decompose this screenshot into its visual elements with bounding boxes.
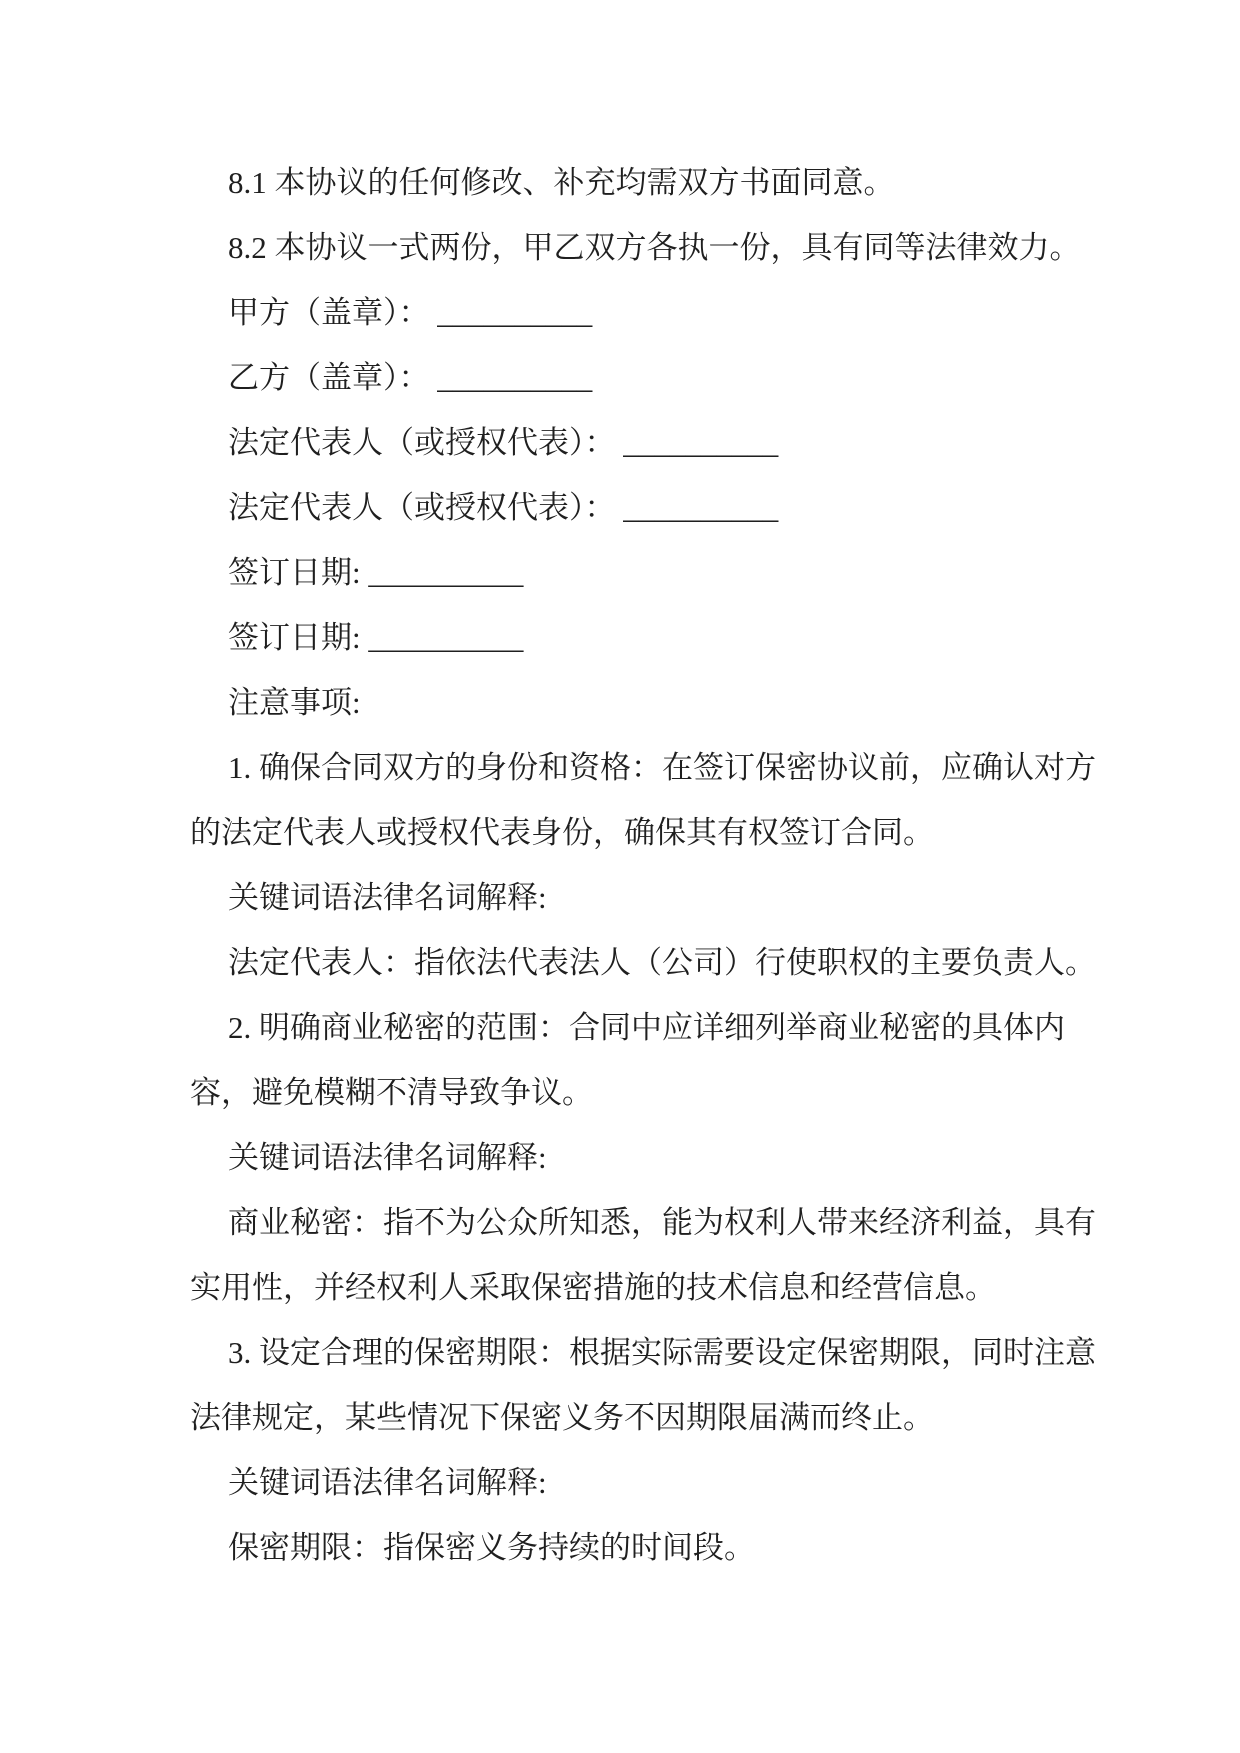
party-a-seal-line: 甲方（盖章）： __________ [228,295,593,330]
signing-date-line-1: 签订日期: __________ [228,555,524,590]
legal-representative-line-1: 法定代表人（或授权代表）： __________ [228,425,779,460]
notes-heading: 注意事项: [228,685,361,720]
note-1-line-2: 的法定代表人或授权代表身份，确保其有权签订合同。 [190,815,934,850]
definition-legal-representative: 法定代表人：指依法代表法人（公司）行使职权的主要负责人。 [228,945,1096,980]
note-2-line-2: 容，避免模糊不清导致争议。 [190,1075,593,1110]
legal-representative-line-2: 法定代表人（或授权代表）： __________ [228,490,779,525]
note-2-line-1: 2. 明确商业秘密的范围：合同中应详细列举商业秘密的具体内 [228,1010,1065,1045]
definition-confidentiality-term: 保密期限：指保密义务持续的时间段。 [228,1530,755,1565]
clause-8-1: 8.1 本协议的任何修改、补充均需双方书面同意。 [228,165,895,200]
keyword-explain-heading-3: 关键词语法律名词解释: [228,1465,547,1500]
signing-date-line-2: 签订日期: __________ [228,620,524,655]
definition-trade-secret-line-1: 商业秘密：指不为公众所知悉，能为权利人带来经济利益，具有 [228,1205,1096,1240]
note-1-line-1: 1. 确保合同双方的身份和资格：在签订保密协议前，应确认对方 [228,750,1096,785]
keyword-explain-heading-2: 关键词语法律名词解释: [228,1140,547,1175]
note-3-line-1: 3. 设定合理的保密期限：根据实际需要设定保密期限，同时注意 [228,1335,1096,1370]
clause-8-2: 8.2 本协议一式两份，甲乙双方各执一份，具有同等法律效力。 [228,230,1081,265]
party-b-seal-line: 乙方（盖章）： __________ [228,360,593,395]
keyword-explain-heading-1: 关键词语法律名词解释: [228,880,547,915]
note-3-line-2: 法律规定，某些情况下保密义务不因期限届满而终止。 [190,1400,934,1435]
definition-trade-secret-line-2: 实用性，并经权利人采取保密措施的技术信息和经营信息。 [190,1270,996,1305]
document-body [190,150,1130,1580]
